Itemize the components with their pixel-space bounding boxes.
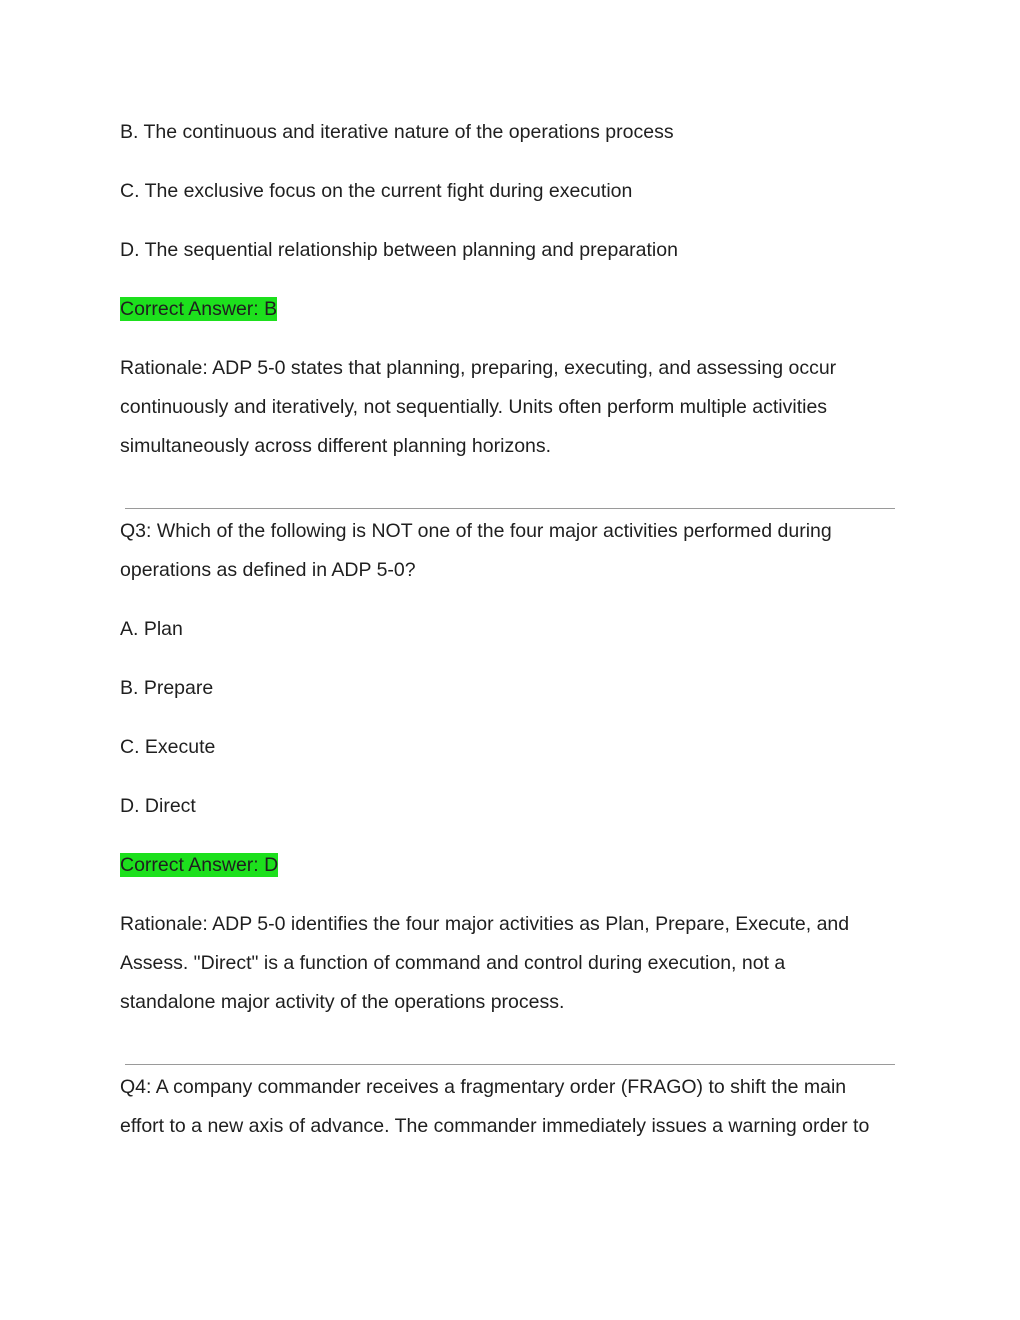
question-line: Q3: Which of the following is NOT one of the four major activities performed during [120,520,832,542]
rationale-q2 [120,349,900,466]
rationale-line: Rationale: ADP 5-0 identifies the four major activities as Plan, Prepare, Execute, and [120,913,850,935]
question-line: effort to a new axis of advance. The commander immediately issues a warning order to [120,1115,870,1137]
section-divider [125,1064,895,1065]
correct-answer-badge: Correct Answer: B [120,298,278,320]
option-c: C. The exclusive focus on the current fight during execution [120,180,633,202]
rationale-line: standalone major activity of the operations process. [120,991,565,1013]
correct-answer-q2-row [120,290,900,329]
question-line: operations as defined in ADP 5-0? [120,559,416,581]
option-c: C. Execute [120,736,216,758]
rationale-line: Assess. "Direct" is a function of command and control during execution, not a [120,952,786,974]
rationale-line: simultaneously across different planning horizons. [120,435,552,457]
question-line: Q4: A company commander receives a fragmentary order (FRAGO) to shift the main [120,1076,847,1098]
option-a: A. Plan [120,618,183,640]
question-q3 [120,512,900,590]
rationale-line: continuously and iteratively, not sequentially. Units often perform multiple activities [120,396,828,418]
rationale-line: Rationale: ADP 5-0 states that planning, preparing, executing, and assessing occur [120,357,837,379]
document-page [120,113,900,1146]
option-d: D. Direct [120,795,196,817]
option-b: B. The continuous and iterative nature of the operations process [120,121,674,143]
section-divider [125,508,895,509]
correct-answer-q3-row [120,846,900,885]
option-b: B. Prepare [120,677,214,699]
rationale-q3 [120,905,900,1022]
option-d: D. The sequential relationship between planning and preparation [120,239,678,261]
correct-answer-badge: Correct Answer: D [120,854,279,876]
question-q4 [120,1068,900,1146]
